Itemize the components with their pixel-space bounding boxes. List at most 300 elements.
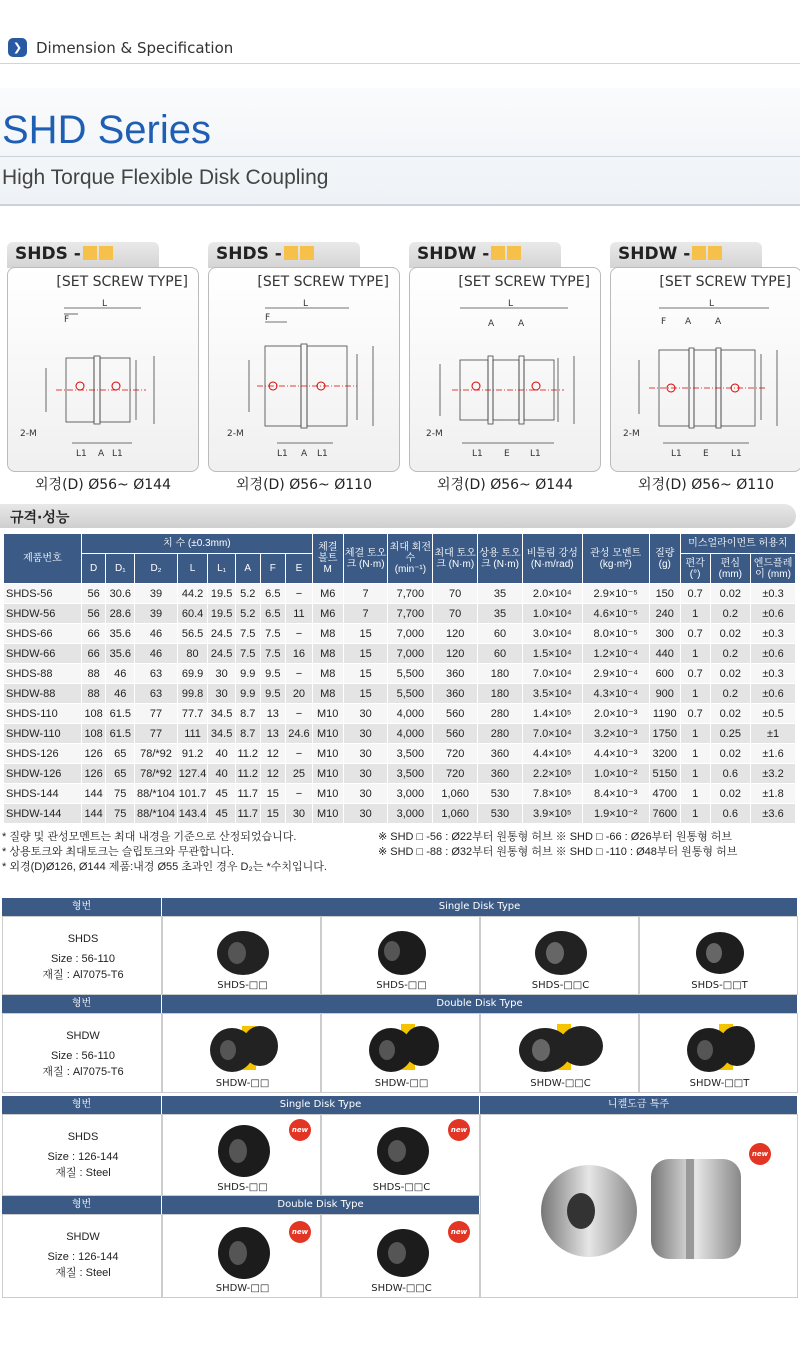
- spec-table: [3, 533, 796, 824]
- value-cell: 4.3×10⁻⁴: [582, 684, 649, 704]
- model-cell: SHDW-110: [4, 724, 82, 744]
- value-cell: 560: [433, 724, 478, 744]
- value-cell: ±3.2: [751, 764, 796, 784]
- value-cell: 360: [433, 664, 478, 684]
- value-cell: 720: [433, 764, 478, 784]
- value-cell: 45: [208, 784, 236, 804]
- table-row: [4, 604, 796, 624]
- svg-text:L1: L1: [472, 449, 483, 459]
- value-cell: 34.5: [208, 724, 236, 744]
- svg-text:A: A: [98, 449, 105, 459]
- drawing-card-shdw-1: [409, 242, 601, 493]
- model-cell: SHDW-56: [4, 604, 82, 624]
- value-cell: 4.4×10⁵: [522, 744, 582, 764]
- value-cell: 360: [433, 684, 478, 704]
- th-f: F: [260, 554, 286, 584]
- value-cell: 15: [343, 664, 388, 684]
- th-d: D: [81, 554, 106, 584]
- value-cell: 300: [649, 624, 680, 644]
- th-col-model: 형번: [2, 898, 162, 916]
- coupling-image: [203, 921, 283, 981]
- table-row: [4, 784, 796, 804]
- value-cell: 1: [680, 784, 710, 804]
- value-cell: 7: [343, 584, 388, 604]
- value-cell: 180: [478, 684, 523, 704]
- value-cell: M6: [312, 604, 343, 624]
- value-cell: M10: [312, 744, 343, 764]
- svg-text:A: A: [715, 317, 722, 327]
- value-cell: 2.9×10⁻⁵: [582, 584, 649, 604]
- value-cell: 61.5: [106, 724, 135, 744]
- value-cell: 7,000: [388, 624, 433, 644]
- value-cell: 24.6: [286, 724, 313, 744]
- model-cell: SHDW-88: [4, 684, 82, 704]
- value-cell: 6.5: [260, 584, 286, 604]
- value-cell: 16: [286, 644, 313, 664]
- value-cell: 126: [81, 764, 106, 784]
- th-d1: D₁: [106, 554, 135, 584]
- value-cell: 70: [433, 604, 478, 624]
- value-cell: 2.0×10⁻³: [582, 704, 649, 724]
- coupling-image: [367, 1219, 447, 1283]
- value-cell: 7,700: [388, 584, 433, 604]
- value-cell: ±1.8: [751, 784, 796, 804]
- value-cell: 46: [106, 684, 135, 704]
- value-cell: 8.7: [235, 704, 260, 724]
- notes-left: * 질량 및 관성모멘트는 최대 내경을 기준으로 산정되었습니다. * 상용토크와 최대토크는 슬립토크와 무관합니다. * 외경(D)Ø126, Ø144 제품:내경 Ø55 초과인 경우 D₂는 *수치입니다.: [2, 831, 327, 873]
- table-row: [4, 684, 796, 704]
- value-cell: 66: [81, 624, 106, 644]
- value-cell: 0.25: [710, 724, 751, 744]
- value-cell: M8: [312, 664, 343, 684]
- value-cell: 88: [81, 664, 106, 684]
- th-model: 제품번호: [4, 534, 82, 584]
- coupling-image: [367, 1117, 447, 1181]
- svg-text:2-M: 2-M: [227, 429, 244, 439]
- value-cell: 2.2×10⁵: [522, 764, 582, 784]
- svg-text:2-M: 2-M: [623, 429, 640, 439]
- product-item: SHDW-□□: [162, 1013, 321, 1093]
- card-type: [SET SCREW TYPE]: [458, 274, 590, 290]
- value-cell: 60: [478, 624, 523, 644]
- value-cell: 77: [135, 704, 178, 724]
- coupling-image: [208, 1117, 288, 1181]
- value-cell: 7.8×10⁵: [522, 784, 582, 804]
- value-cell: 69.9: [177, 664, 207, 684]
- product-grid: 형번 Single Disk Type SHDS Size : 56-110 재질 : Al7075-T6 SHDS-□□ SHDS-□□ SHDS-□□C SHDS-□□T 형번 Double Disk Type SHDW Size : 56-110 재질 : Al7075-T6 SHDW-□□ SHDW-□□ SHDW-□□C SHDW-□□T 형번 Single Disk Type 니켈도금 특주 SHDS Size : 126-144 재질 : Steel new SHDS-□□ new SHDS-□□C new 형번 Double Disk Type SHDW Size : 126-144 재질 : Steel new SHDW-□□ new SHDW-□□C: [2, 898, 798, 1298]
- model-cell: SHDS-66: [4, 624, 82, 644]
- value-cell: 280: [478, 724, 523, 744]
- value-cell: 15: [343, 624, 388, 644]
- value-cell: 15: [343, 644, 388, 664]
- value-cell: 0.2: [710, 604, 751, 624]
- value-cell: M8: [312, 624, 343, 644]
- value-cell: 11: [286, 604, 313, 624]
- value-cell: 30: [343, 764, 388, 784]
- svg-text:L1: L1: [112, 449, 123, 459]
- value-cell: 0.02: [710, 704, 751, 724]
- model-cell: SHDS-88: [4, 664, 82, 684]
- svg-text:L: L: [709, 299, 715, 309]
- value-cell: ±1.6: [751, 744, 796, 764]
- value-cell: M8: [312, 644, 343, 664]
- model-cell: SHDS-144: [4, 784, 82, 804]
- value-cell: M10: [312, 804, 343, 824]
- value-cell: 9.5: [260, 664, 286, 684]
- value-cell: 5,500: [388, 684, 433, 704]
- value-cell: 39: [135, 604, 178, 624]
- new-badge: new: [749, 1143, 771, 1165]
- value-cell: 600: [649, 664, 680, 684]
- value-cell: 35.6: [106, 624, 135, 644]
- value-cell: 99.8: [177, 684, 207, 704]
- shds-drawing: [217, 298, 393, 466]
- new-badge: new: [448, 1119, 470, 1141]
- value-cell: 11.2: [235, 744, 260, 764]
- card-caption: 외경(D) Ø56~ Ø144: [35, 477, 171, 493]
- value-cell: 63: [135, 664, 178, 684]
- value-cell: 65: [106, 764, 135, 784]
- value-cell: 20: [286, 684, 313, 704]
- table-row: [4, 804, 796, 824]
- th-maxtorque: 최대 토오크 (N·m): [433, 534, 478, 584]
- spec-section-title: 규격·성능: [0, 504, 796, 528]
- value-cell: 15: [260, 804, 286, 824]
- th-ratedtorque: 상용 토오크 (N·m): [478, 534, 523, 584]
- value-cell: 7.5: [235, 644, 260, 664]
- value-cell: 1: [680, 744, 710, 764]
- series-banner: [0, 88, 800, 206]
- value-cell: 65: [106, 744, 135, 764]
- value-cell: 30: [343, 784, 388, 804]
- value-cell: 8.0×10⁻⁵: [582, 624, 649, 644]
- value-cell: 19.5: [208, 604, 236, 624]
- coupling-image: [511, 1016, 611, 1078]
- model-cell: SHDW-144: [4, 804, 82, 824]
- value-cell: ±0.6: [751, 684, 796, 704]
- value-cell: 56: [81, 584, 106, 604]
- value-cell: 61.5: [106, 704, 135, 724]
- value-cell: M10: [312, 724, 343, 744]
- value-cell: 1750: [649, 724, 680, 744]
- value-cell: 3.9×10⁵: [522, 804, 582, 824]
- value-cell: 0.02: [710, 584, 751, 604]
- product-item: new SHDS-□□: [162, 1114, 321, 1196]
- value-cell: 4,000: [388, 704, 433, 724]
- value-cell: ±0.3: [751, 664, 796, 684]
- product-item: SHDS-□□: [162, 916, 321, 995]
- coupling-image: [362, 921, 442, 981]
- value-cell: 280: [478, 704, 523, 724]
- value-cell: 7,700: [388, 604, 433, 624]
- value-cell: 15: [260, 784, 286, 804]
- product-item: new SHDW-□□C: [321, 1214, 480, 1298]
- card-model: SHDS -: [15, 244, 81, 264]
- value-cell: 30.6: [106, 584, 135, 604]
- product-item: SHDS-□□C: [480, 916, 639, 995]
- card-type: [SET SCREW TYPE]: [56, 274, 188, 290]
- card-caption: 외경(D) Ø56~ Ø144: [437, 477, 573, 493]
- svg-text:L1: L1: [277, 449, 288, 459]
- svg-text:A: A: [301, 449, 308, 459]
- value-cell: 1.4×10⁵: [522, 704, 582, 724]
- value-cell: 5150: [649, 764, 680, 784]
- section-header-title: Dimension & Specification: [36, 39, 234, 57]
- value-cell: 4.4×10⁻³: [582, 744, 649, 764]
- value-cell: 30: [208, 684, 236, 704]
- value-cell: 530: [478, 784, 523, 804]
- value-cell: 720: [433, 744, 478, 764]
- model-cell: SHDS-126: [4, 744, 82, 764]
- drawing-card-shds-1: [7, 242, 199, 493]
- table-row: [4, 744, 796, 764]
- value-cell: 1190: [649, 704, 680, 724]
- value-cell: 360: [478, 764, 523, 784]
- value-cell: 9.9: [235, 684, 260, 704]
- notes-right: ※ SHD □ -56 : Ø22부터 원통형 허브 ※ SHD □ -66 : Ø26부터 원통형 허브 ※ SHD □ -88 : Ø32부터 원통형 허브 ※ SHD □ -110 : Ø48부터 원통형 허브: [378, 831, 738, 858]
- value-cell: M10: [312, 784, 343, 804]
- value-cell: 120: [433, 624, 478, 644]
- model-cell: SHDS-110: [4, 704, 82, 724]
- th-angle: 편각 (°): [680, 554, 710, 584]
- value-cell: 1: [680, 604, 710, 624]
- svg-text:L: L: [102, 299, 108, 309]
- value-cell: −: [286, 744, 313, 764]
- value-cell: −: [286, 584, 313, 604]
- value-cell: 7.0×10⁴: [522, 664, 582, 684]
- value-cell: 101.7: [177, 784, 207, 804]
- svg-text:2-M: 2-M: [426, 429, 443, 439]
- value-cell: 1: [680, 644, 710, 664]
- value-cell: 108: [81, 724, 106, 744]
- table-row: [4, 764, 796, 784]
- table-row: [4, 644, 796, 664]
- model-cell: SHDS Size : 56-110 재질 : Al7075-T6: [2, 916, 162, 995]
- value-cell: 3,500: [388, 764, 433, 784]
- th-torque: 체결 토오크 (N·m): [343, 534, 388, 584]
- chevron-right-icon: ❯: [8, 38, 27, 57]
- value-cell: 108: [81, 704, 106, 724]
- value-cell: 360: [478, 744, 523, 764]
- value-cell: 66: [81, 644, 106, 664]
- value-cell: 78/*92: [135, 744, 178, 764]
- value-cell: 4700: [649, 784, 680, 804]
- model-cell: SHDW Size : 126-144 재질 : Steel: [2, 1214, 162, 1298]
- value-cell: 144: [81, 804, 106, 824]
- value-cell: 1: [680, 724, 710, 744]
- value-cell: 560: [433, 704, 478, 724]
- value-cell: 11.2: [235, 764, 260, 784]
- value-cell: 4.6×10⁻⁵: [582, 604, 649, 624]
- value-cell: 7,000: [388, 644, 433, 664]
- value-cell: 2.9×10⁻⁴: [582, 664, 649, 684]
- svg-text:L1: L1: [530, 449, 541, 459]
- value-cell: 240: [649, 604, 680, 624]
- value-cell: 5.2: [235, 584, 260, 604]
- svg-text:L1: L1: [671, 449, 682, 459]
- card-caption: 외경(D) Ø56~ Ø110: [236, 477, 372, 493]
- value-cell: 7.5: [235, 624, 260, 644]
- value-cell: 1: [680, 684, 710, 704]
- value-cell: 15: [343, 684, 388, 704]
- value-cell: 3,000: [388, 804, 433, 824]
- table-row: [4, 724, 796, 744]
- coupling-image: [680, 921, 760, 981]
- value-cell: 0.6: [710, 804, 751, 824]
- value-cell: 28.6: [106, 604, 135, 624]
- new-badge: new: [448, 1221, 470, 1243]
- value-cell: 5.2: [235, 604, 260, 624]
- value-cell: ±0.6: [751, 644, 796, 664]
- value-cell: 24.5: [208, 624, 236, 644]
- shdw-drawing: [619, 298, 795, 466]
- drawing-card-shdw-2: [610, 242, 800, 493]
- value-cell: 1,060: [433, 784, 478, 804]
- value-cell: 3.5×10⁴: [522, 684, 582, 704]
- value-cell: 8.4×10⁻³: [582, 784, 649, 804]
- new-badge: new: [289, 1221, 311, 1243]
- value-cell: 44.2: [177, 584, 207, 604]
- th-maxrpm: 최대 회전수 (min⁻¹): [388, 534, 433, 584]
- product-item: SHDS-□□T: [639, 916, 798, 995]
- svg-text:L: L: [508, 299, 514, 309]
- value-cell: 0.2: [710, 684, 751, 704]
- svg-text:A: A: [685, 317, 692, 327]
- value-cell: 30: [343, 744, 388, 764]
- product-item: new SHDW-□□: [162, 1214, 321, 1298]
- nickel-product: [480, 1114, 798, 1298]
- value-cell: 900: [649, 684, 680, 704]
- value-cell: −: [286, 664, 313, 684]
- value-cell: 127.4: [177, 764, 207, 784]
- svg-text:F: F: [661, 317, 667, 327]
- value-cell: 75: [106, 804, 135, 824]
- th-l: L: [177, 554, 207, 584]
- svg-text:E: E: [504, 449, 510, 459]
- value-cell: 30: [343, 704, 388, 724]
- th-misalignment: 미스얼라이먼트 허용치: [680, 534, 795, 554]
- new-badge: new: [289, 1119, 311, 1141]
- coupling-image: [675, 1016, 765, 1078]
- shdw-drawing: [418, 298, 594, 466]
- svg-text:A: A: [518, 319, 525, 329]
- svg-text:L1: L1: [731, 449, 742, 459]
- value-cell: M8: [312, 684, 343, 704]
- value-cell: 46: [135, 644, 178, 664]
- value-cell: 30: [343, 804, 388, 824]
- value-cell: 1: [680, 764, 710, 784]
- svg-text:E: E: [703, 449, 709, 459]
- value-cell: 1: [680, 804, 710, 824]
- value-cell: 88/*104: [135, 784, 178, 804]
- value-cell: 60: [478, 644, 523, 664]
- svg-text:A: A: [488, 319, 495, 329]
- th-single-disk: Single Disk Type: [162, 898, 798, 916]
- value-cell: 19.5: [208, 584, 236, 604]
- th-endplay: 엔드플레이 (mm): [751, 554, 796, 584]
- svg-text:L1: L1: [76, 449, 87, 459]
- value-cell: 80: [177, 644, 207, 664]
- th-e: E: [286, 554, 313, 584]
- value-cell: ±1: [751, 724, 796, 744]
- value-cell: 24.5: [208, 644, 236, 664]
- value-cell: 46: [106, 664, 135, 684]
- value-cell: 143.4: [177, 804, 207, 824]
- value-cell: 34.5: [208, 704, 236, 724]
- product-item: new SHDS-□□C: [321, 1114, 480, 1196]
- value-cell: 75: [106, 784, 135, 804]
- value-cell: 111: [177, 724, 207, 744]
- th-dims: 치 수 (±0.3mm): [81, 534, 312, 554]
- coupling-image: [208, 1219, 288, 1283]
- value-cell: 77: [135, 724, 178, 744]
- value-cell: 78/*92: [135, 764, 178, 784]
- value-cell: 3,500: [388, 744, 433, 764]
- value-cell: 35: [478, 584, 523, 604]
- th-offset: 편심 (mm): [710, 554, 751, 584]
- series-subtitle: High Torque Flexible Disk Coupling: [2, 166, 329, 189]
- value-cell: 0.2: [710, 644, 751, 664]
- svg-text:F: F: [265, 313, 271, 323]
- value-cell: 13: [260, 724, 286, 744]
- value-cell: 0.7: [680, 704, 710, 724]
- value-cell: 46: [135, 624, 178, 644]
- table-row: [4, 704, 796, 724]
- value-cell: 4,000: [388, 724, 433, 744]
- section-header-bar: [0, 36, 800, 64]
- product-item: SHDW-□□C: [480, 1013, 639, 1093]
- value-cell: 35.6: [106, 644, 135, 664]
- value-cell: 7.5: [260, 624, 286, 644]
- table-row: [4, 584, 796, 604]
- value-cell: 40: [208, 764, 236, 784]
- value-cell: 7.0×10⁴: [522, 724, 582, 744]
- value-cell: 56.5: [177, 624, 207, 644]
- value-cell: 1.0×10⁻²: [582, 764, 649, 784]
- svg-text:L1: L1: [317, 449, 328, 459]
- value-cell: 5,500: [388, 664, 433, 684]
- value-cell: 39: [135, 584, 178, 604]
- value-cell: 0.02: [710, 624, 751, 644]
- model-cell: SHDW-66: [4, 644, 82, 664]
- value-cell: 40: [208, 744, 236, 764]
- value-cell: 0.7: [680, 624, 710, 644]
- value-cell: ±0.6: [751, 604, 796, 624]
- card-model: SHDS -: [216, 244, 282, 264]
- value-cell: 530: [478, 804, 523, 824]
- value-cell: M6: [312, 584, 343, 604]
- value-cell: 1.5×10⁴: [522, 644, 582, 664]
- value-cell: M10: [312, 704, 343, 724]
- value-cell: 77.7: [177, 704, 207, 724]
- value-cell: 25: [286, 764, 313, 784]
- value-cell: 88: [81, 684, 106, 704]
- value-cell: 8.7: [235, 724, 260, 744]
- card-type: [SET SCREW TYPE]: [257, 274, 389, 290]
- th-double-disk: Double Disk Type: [162, 995, 798, 1013]
- table-row: [4, 664, 796, 684]
- nickel-coupling-image: [531, 1129, 771, 1279]
- svg-text:F: F: [64, 315, 70, 325]
- model-cell: SHDS-56: [4, 584, 82, 604]
- value-cell: 1.2×10⁻⁴: [582, 644, 649, 664]
- value-cell: 35: [478, 604, 523, 624]
- value-cell: 3.0×10⁴: [522, 624, 582, 644]
- value-cell: 6.5: [260, 604, 286, 624]
- product-item: SHDW-□□: [321, 1013, 480, 1093]
- card-type: [SET SCREW TYPE]: [659, 274, 791, 290]
- card-model: SHDW -: [618, 244, 691, 264]
